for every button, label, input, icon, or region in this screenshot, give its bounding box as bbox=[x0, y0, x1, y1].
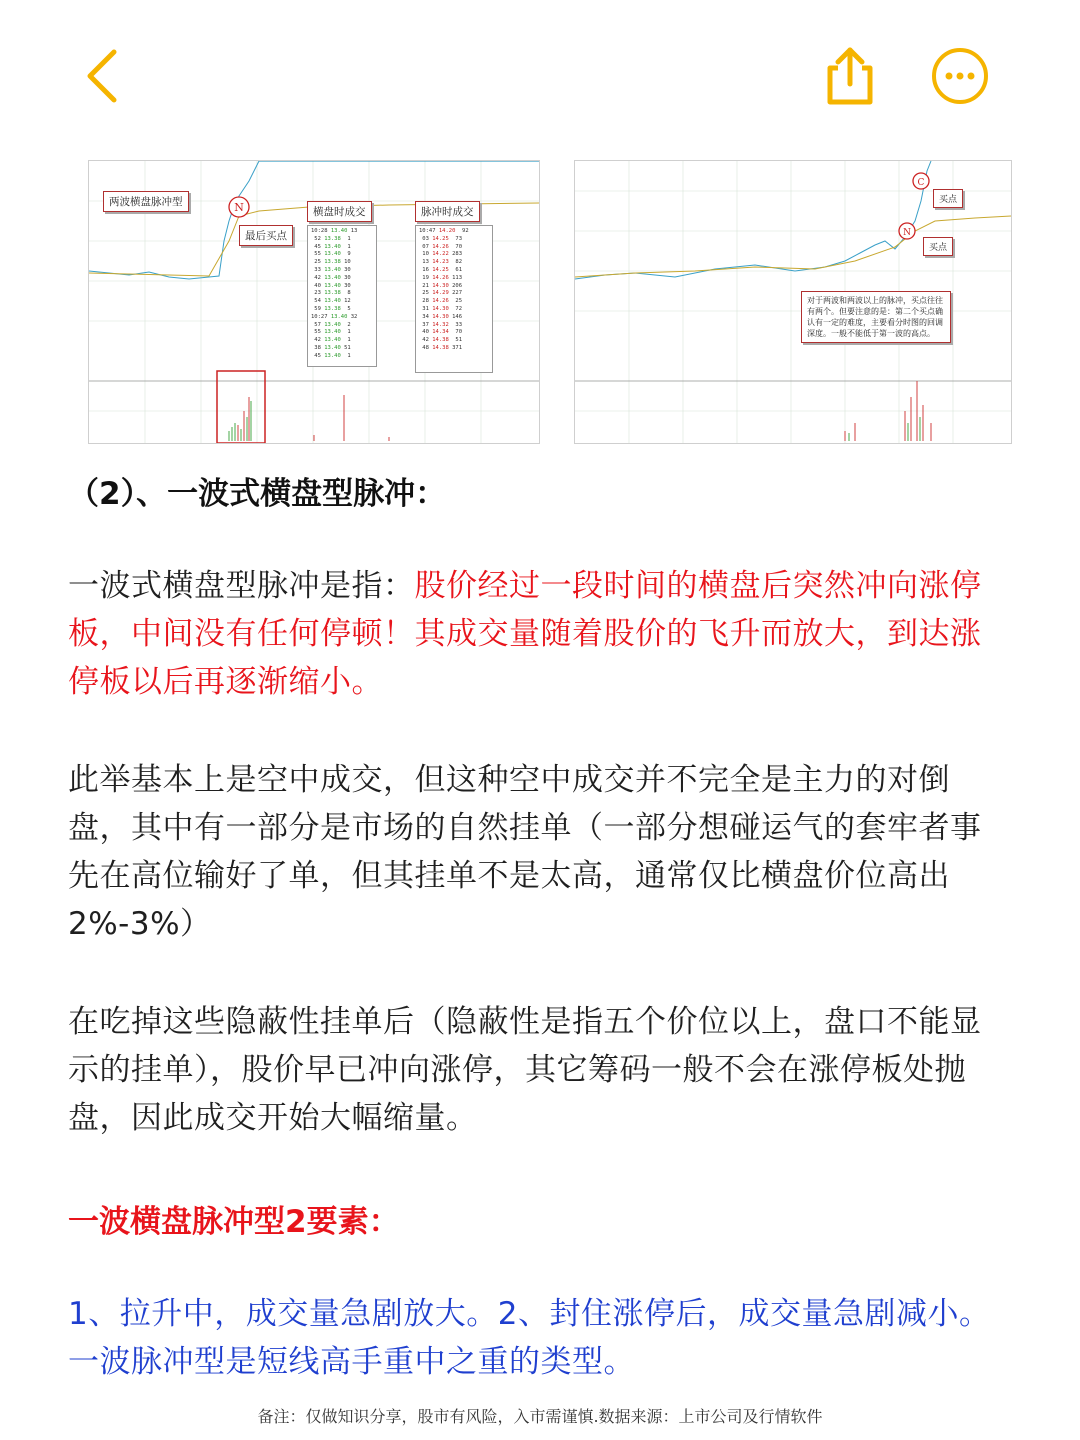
definition-lead: 一波式横盘型脉冲是指： bbox=[68, 568, 415, 604]
definition-highlight: 股价经过一段时间的横盘后突然冲向涨停板，中间没有任何停顿！其成交量随着股价的飞升而放大，到达涨停板以后再逐渐缩小。 bbox=[68, 568, 982, 700]
chart2-n-marker: N bbox=[903, 228, 911, 238]
top-navigation-bar bbox=[0, 0, 1080, 150]
key-points-heading: 一波横盘脉冲型2要素： bbox=[68, 1204, 400, 1240]
intraday-chart-two-wave bbox=[88, 160, 540, 444]
more-horizontal-icon[interactable] bbox=[930, 46, 990, 106]
chart2-buy-label-mid: 买点 bbox=[923, 237, 953, 256]
disclaimer-footer: 备注：仅做知识分享，股市有风险，入市需谨慎.数据来源：上市公司及行情软件 bbox=[257, 1407, 823, 1426]
intraday-chart-multi-wave bbox=[574, 160, 1012, 444]
section-heading: （2）、一波式横盘型脉冲： bbox=[68, 476, 447, 512]
definition-paragraph bbox=[68, 562, 1012, 706]
table1-title: 横盘时成交 bbox=[307, 201, 372, 222]
share-icon[interactable] bbox=[818, 40, 882, 110]
chart2-note: 对于两波和两波以上的脉冲，买点往往有两个。但要注意的是：第二个买点确认有一定的难度，主要看分时图的回调深度。一般不能低于第一波的高点。 bbox=[801, 291, 951, 343]
table1-ticks: 10:28 13.40 13 52 13.38 1 45 13.40 1 55 13.40 9 25 13.38 10 33 13.40 30 42 13.40 30 40 13.40 30 23 13.38 8 54 13.40 12 59 13.38 5 10:27 13.40 32 57 13.40 2 55 13.40 1 42 13.40 1 38 13.40 51 45 13.40 1 bbox=[307, 225, 377, 367]
chart2-buy-label-top: 买点 bbox=[933, 189, 963, 208]
table2-title: 脉冲时成交 bbox=[415, 201, 480, 222]
table2-ticks: 10:47 14.20 92 03 14.25 73 07 14.26 70 10 14.22 283 13 14.23 82 16 14.25 61 19 14.26 113 21 14.30 206 25 14.29 227 28 14.26 25 31 14.30 72 34 14.30 146 37 14.32 33 40 14.34 70 42 14.38 51 48 14.38 371 bbox=[415, 225, 493, 373]
explanation-paragraph: 此举基本上是空中成交，但这种空中成交并不完全是主力的对倒盘，其中有一部分是市场的自然挂单（一部分想碰运气的套牢者事先在高位输好了单，但其挂单不是太高，通常仅比横盘价位高出2%-3%） bbox=[68, 762, 982, 942]
chart1-title-label: 两波横盘脉冲型 bbox=[103, 191, 189, 212]
chevron-left-icon[interactable] bbox=[78, 44, 138, 108]
chart2-c-marker: C bbox=[917, 178, 925, 188]
chart1-n-marker: N bbox=[234, 201, 244, 214]
last-buy-label: 最后买点 bbox=[239, 225, 293, 246]
hidden-orders-paragraph: 在吃掉这些隐蔽性挂单后（隐蔽性是指五个价位以上，盘口不能显示的挂单），股价早已冲向涨停，其它筹码一般不会在涨停板处抛盘，因此成交开始大幅缩量。 bbox=[68, 1004, 982, 1136]
key-points-paragraph: 1、拉升中，成交量急剧放大。2、封住涨停后，成交量急剧减小。一波脉冲型是短线高手重中之重的类型。 bbox=[68, 1296, 991, 1380]
